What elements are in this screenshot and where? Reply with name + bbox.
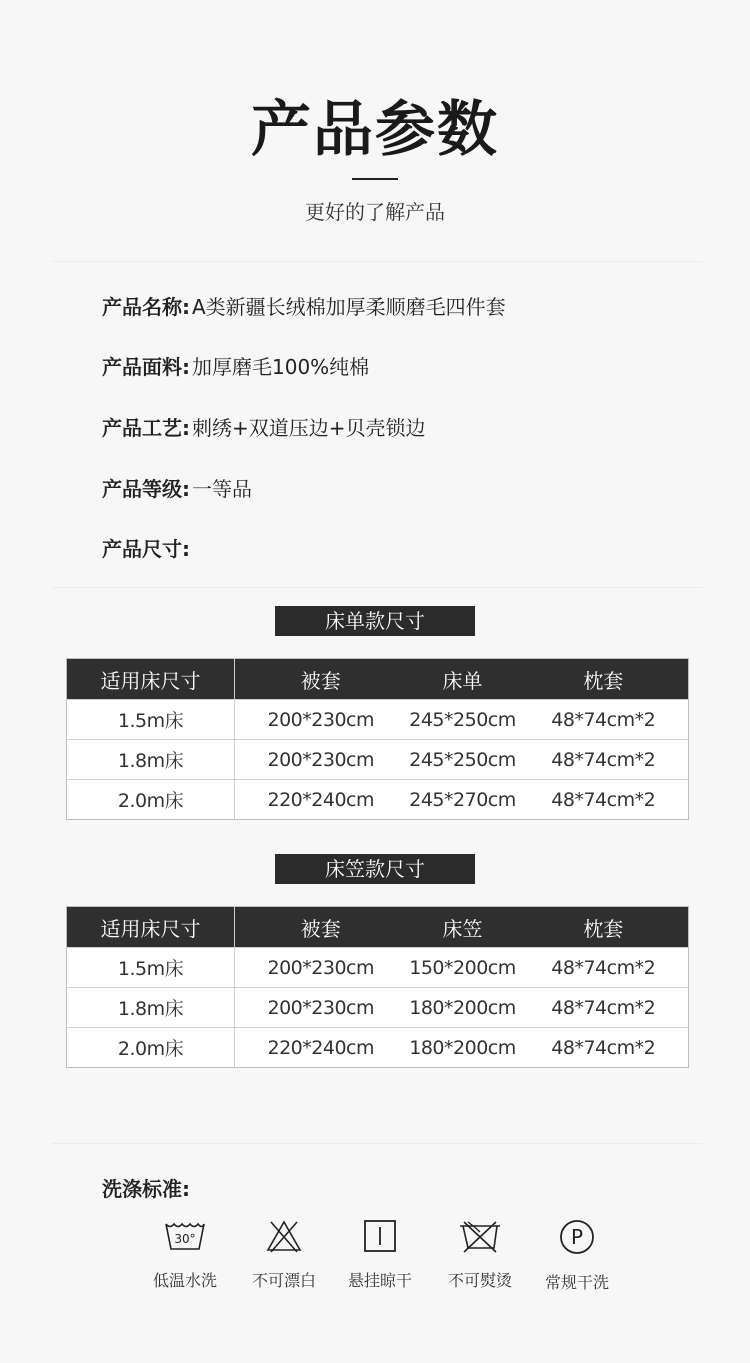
table-cell: 200*230cm: [235, 948, 407, 988]
table-cell: 1.8m床: [67, 988, 235, 1028]
table-cell: 245*250cm: [407, 740, 519, 780]
param-row-grade: [102, 474, 252, 504]
table-cell: 48*74cm*2: [519, 1028, 689, 1068]
table-cell: 200*230cm: [235, 700, 407, 740]
table-cell: 48*74cm*2: [519, 948, 689, 988]
param-label: 产品等级:: [102, 477, 190, 501]
param-label: 产品工艺:: [102, 416, 190, 440]
care-item-dry: [340, 1218, 420, 1291]
table-row: [67, 948, 689, 988]
care-label: 悬挂晾干: [347, 1271, 412, 1290]
table-header-row: [67, 659, 689, 700]
table-row: [67, 1028, 689, 1068]
table-cell: 1.5m床: [67, 700, 235, 740]
no-bleach-icon: [264, 1218, 304, 1254]
table-cell: 245*270cm: [407, 780, 519, 820]
table-cell: 48*74cm*2: [519, 700, 689, 740]
param-value: A类新疆长绒棉加厚柔顺磨毛四件套: [192, 295, 506, 319]
param-row-name: [102, 292, 506, 322]
table-cell: 200*230cm: [235, 740, 407, 780]
sheet-size-table: [66, 658, 689, 820]
dry-clean-letter: P: [570, 1225, 584, 1249]
divider: [52, 1143, 702, 1144]
table-cell: 180*200cm: [407, 988, 519, 1028]
care-label: 低温水洗: [152, 1271, 217, 1290]
column-header: 枕套: [519, 907, 689, 948]
table-header-row: [67, 907, 689, 948]
wash-temp-text: 30°: [174, 1232, 196, 1246]
table-cell: 48*74cm*2: [519, 780, 689, 820]
hang-dry-icon: [362, 1218, 398, 1254]
table-row: [67, 700, 689, 740]
fitted-size-table: [66, 906, 689, 1068]
param-value: 一等品: [192, 477, 252, 501]
table-cell: 2.0m床: [67, 780, 235, 820]
column-header: 被套: [235, 659, 407, 700]
param-row-size: [102, 534, 192, 564]
fitted-table-title: 床笠款尺寸: [275, 854, 475, 884]
care-item-dryclean: [537, 1218, 617, 1293]
column-header: 适用床尺寸: [67, 907, 235, 948]
param-label: 产品面料:: [102, 355, 190, 379]
care-label: 常规干洗: [544, 1273, 609, 1292]
param-label: 产品名称:: [102, 295, 190, 319]
table-cell: 220*240cm: [235, 1028, 407, 1068]
column-header: 枕套: [519, 659, 689, 700]
column-header: 被套: [235, 907, 407, 948]
table-cell: 245*250cm: [407, 700, 519, 740]
param-row-craft: [102, 413, 426, 443]
wash-30-icon: [163, 1218, 207, 1254]
sheet-table-title: 床单款尺寸: [275, 606, 475, 636]
table-cell: 200*230cm: [235, 988, 407, 1028]
table-row: [67, 988, 689, 1028]
care-item-iron: [440, 1218, 520, 1291]
title-underline: [352, 178, 398, 180]
care-item-wash: [145, 1218, 225, 1291]
param-value: 刺绣+双道压边+贝壳锁边: [192, 416, 426, 440]
care-label: 不可熨烫: [447, 1271, 512, 1290]
column-header: 适用床尺寸: [67, 659, 235, 700]
table-cell: 1.8m床: [67, 740, 235, 780]
page-title: 产品参数: [251, 95, 499, 165]
table-cell: 180*200cm: [407, 1028, 519, 1068]
table-cell: 48*74cm*2: [519, 988, 689, 1028]
table-row: [67, 780, 689, 820]
param-row-fabric: [102, 352, 369, 382]
no-iron-icon: [456, 1218, 504, 1254]
table-cell: 2.0m床: [67, 1028, 235, 1068]
table-cell: 1.5m床: [67, 948, 235, 988]
care-label: 不可漂白: [251, 1271, 316, 1290]
page-subtitle: 更好的了解产品: [305, 200, 445, 224]
table-cell: 150*200cm: [407, 948, 519, 988]
column-header: 床单: [407, 659, 519, 700]
care-item-bleach: [244, 1218, 324, 1291]
divider: [52, 261, 702, 262]
column-header: 床笠: [407, 907, 519, 948]
divider: [52, 587, 702, 588]
param-label: 产品尺寸:: [102, 537, 190, 561]
dry-clean-p-icon: [558, 1218, 596, 1256]
table-cell: 48*74cm*2: [519, 740, 689, 780]
table-row: [67, 740, 689, 780]
table-cell: 220*240cm: [235, 780, 407, 820]
washing-title: 洗涤标准:: [102, 1177, 190, 1201]
param-value: 加厚磨毛100%纯棉: [192, 355, 370, 379]
